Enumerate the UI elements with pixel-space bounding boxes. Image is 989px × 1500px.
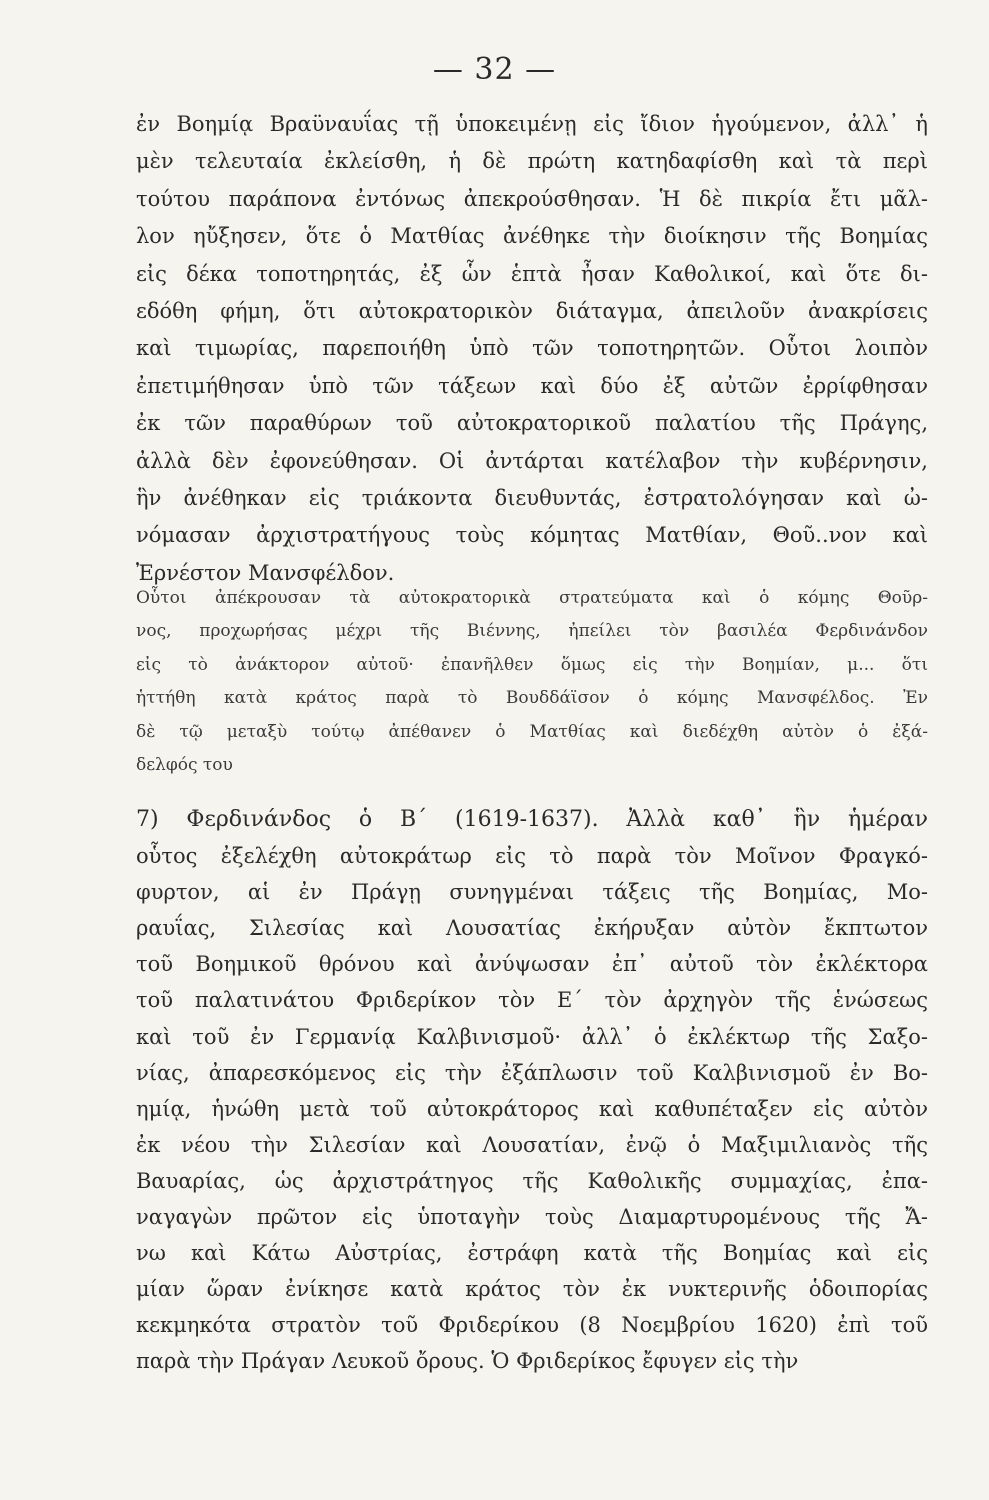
text-line: ἐκ νέου τὴν Σιλεσίαν καὶ Λουσατίαν, ἐνῷ ὁ Μαξιμιλιανὸς τῆς xyxy=(136,1132,928,1157)
text-line: νόμασαν ἀρχιστρατήγους τοὺς κόμητας Ματθίαν, Θοῦ..νον καὶ xyxy=(136,523,928,548)
text-line: Ἐρνέστον Μανσφέλδον. xyxy=(136,560,395,585)
text-line: οὗτος ἐξελέχθη αὐτοκράτωρ εἰς τὸ παρὰ τὸν Μοῖνον Φραγκό- xyxy=(136,844,928,869)
text-line: φυρτον, αἱ ἐν Πράγῃ συνηγμέναι τάξεις τῆς Βοημίας, Μο- xyxy=(136,880,928,905)
text-line: καὶ τοῦ ἐν Γερμανίᾳ Καλβινισμοῦ· ἀλλ᾽ ὁ ἐκλέκτωρ τῆς Σαξο- xyxy=(136,1024,928,1049)
text-line: νίας, ἀπαρεσκόμενος εἰς τὴν ἐξάπλωσιν τοῦ Καλβινισμοῦ ἐν Βο- xyxy=(136,1060,928,1085)
text-line: Βαυαρίας, ὡς ἀρχιστράτηγος τῆς Καθολικῆς συμμαχίας, ἐπα- xyxy=(136,1168,928,1193)
text-line: καὶ τιμωρίας, παρεποιήθη ὑπὸ τῶν τοποτηρητῶν. Οὗτοι λοιπὸν xyxy=(136,336,928,361)
text-line: δὲ τῷ μεταξὺ τούτῳ ἀπέθανεν ὁ Ματθίας καὶ διεδέχθη αὐτὸν ὁ ἐξά- xyxy=(136,721,928,742)
paragraph-3 xyxy=(136,802,928,1380)
text-line: ἣν ἀνέθηκαν εἰς τριάκοντα διευθυντάς, ἐστρατολόγησαν καὶ ὠ- xyxy=(136,485,928,510)
text-line: ημίᾳ, ἡνώθη μετὰ τοῦ αὐτοκράτορος καὶ καθυπέταξεν εἰς αὐτὸν xyxy=(136,1096,928,1121)
paragraph-2-smallprint xyxy=(136,582,928,782)
text-line: ἀλλὰ δὲν ἐφονεύθησαν. Οἱ ἀντάρται κατέλαβον τὴν κυβέρνησιν, xyxy=(136,448,928,473)
text-line: ἐν Βοημίᾳ Βραϋναυΐας τῇ ὑποκειμένῃ εἰς ἴδιον ἡγούμενον, ἀλλ᾽ ἡ xyxy=(136,112,928,136)
text-line: νω καὶ Κάτω Αὐστρίας, ἐστράφη κατὰ τῆς Βοημίας καὶ εἰς xyxy=(136,1241,928,1266)
text-line: τοῦ Βοημικοῦ θρόνου καὶ ἀνύψωσαν ἐπ᾽ αὐτοῦ τὸν ἐκλέκτορα xyxy=(136,952,928,977)
text-line: τούτου παράπονα ἐντόνως ἀπεκρούσθησαν. Ἡ δὲ πικρία ἔτι μᾶλ- xyxy=(136,186,928,211)
text-line: 7) Φερδινάνδος ὁ Β΄ (1619-1637). Ἀλλὰ καθ᾽ ἣν ἡμέραν xyxy=(136,807,928,832)
text-line: μὲν τελευταία ἐκλείσθη, ἡ δὲ πρώτη κατηδαφίσθη καὶ τὰ περὶ xyxy=(136,149,928,174)
text-line: λον ηὔξησεν, ὅτε ὁ Ματθίας ἀνέθηκε τὴν διοίκησιν τῆς Βοημίας xyxy=(136,224,928,249)
text-line: μίαν ὥραν ἐνίκησε κατὰ κράτος τὸν ἐκ νυκτερινῆς ὁδοιπορίας xyxy=(136,1277,928,1302)
text-line: εἰς δέκα τοποτηρητάς, ἐξ ὧν ἑπτὰ ἦσαν Καθολικοί, καὶ ὅτε δι- xyxy=(136,261,928,286)
text-line: Οὗτοι ἀπέκρουσαν τὰ αὐτοκρατορικὰ στρατεύματα καὶ ὁ κόμης Θοῦρ- xyxy=(136,588,928,608)
text-line: δελφός του xyxy=(136,754,233,775)
text-line: ἐπετιμήθησαν ὑπὸ τῶν τάξεων καὶ δύο ἐξ αὐτῶν ἐρρίφθησαν xyxy=(136,373,928,398)
text-line: ἡττήθη κατὰ κράτος παρὰ τὸ Βουδδάϊσον ὁ κόμης Μανσφέλδος. Ἐν xyxy=(136,688,928,709)
text-line: ναγαγὼν πρῶτον εἰς ὑποταγὴν τοὺς Διαμαρτυρομένους τῆς Ἄ- xyxy=(136,1205,928,1230)
text-line: εδόθη φήμη, ὅτι αὐτοκρατορικὸν διάταγμα, ἀπειλοῦν ἀνακρίσεις xyxy=(136,298,928,323)
text-line: κεκμηκότα στρατὸν τοῦ Φριδερίκου (8 Νοεμβρίου 1620) ἐπὶ τοῦ xyxy=(136,1313,928,1338)
text-line: ραυΐας, Σιλεσίας καὶ Λουσατίας ἐκήρυξαν αὐτὸν ἔκπτωτον xyxy=(136,916,928,941)
text-line: νος, προχωρήσας μέχρι τῆς Βιέννης, ἠπείλει τὸν βασιλέα Φερδινάνδον xyxy=(136,621,928,642)
text-line: εἰς τὸ ἀνάκτορον αὐτοῦ· ἐπανῆλθεν ὅμως εἰς τὴν Βοημίαν, μ... ὅτι xyxy=(136,654,928,675)
text-line: παρὰ τὴν Πράγαν Λευκοῦ ὄρους. Ὁ Φριδερίκος ἔφυγεν εἰς τὴν xyxy=(136,1349,799,1374)
text-line: ἐκ τῶν παραθύρων τοῦ αὐτοκρατορικοῦ παλατίου τῆς Πράγης, xyxy=(136,411,928,436)
text-line: τοῦ παλατινάτου Φριδερίκον τὸν Ε΄ τὸν ἀρχηγὸν τῆς ἑνώσεως xyxy=(136,988,928,1013)
page-number: — 32 — xyxy=(432,52,557,87)
paragraph-1 xyxy=(136,106,928,592)
